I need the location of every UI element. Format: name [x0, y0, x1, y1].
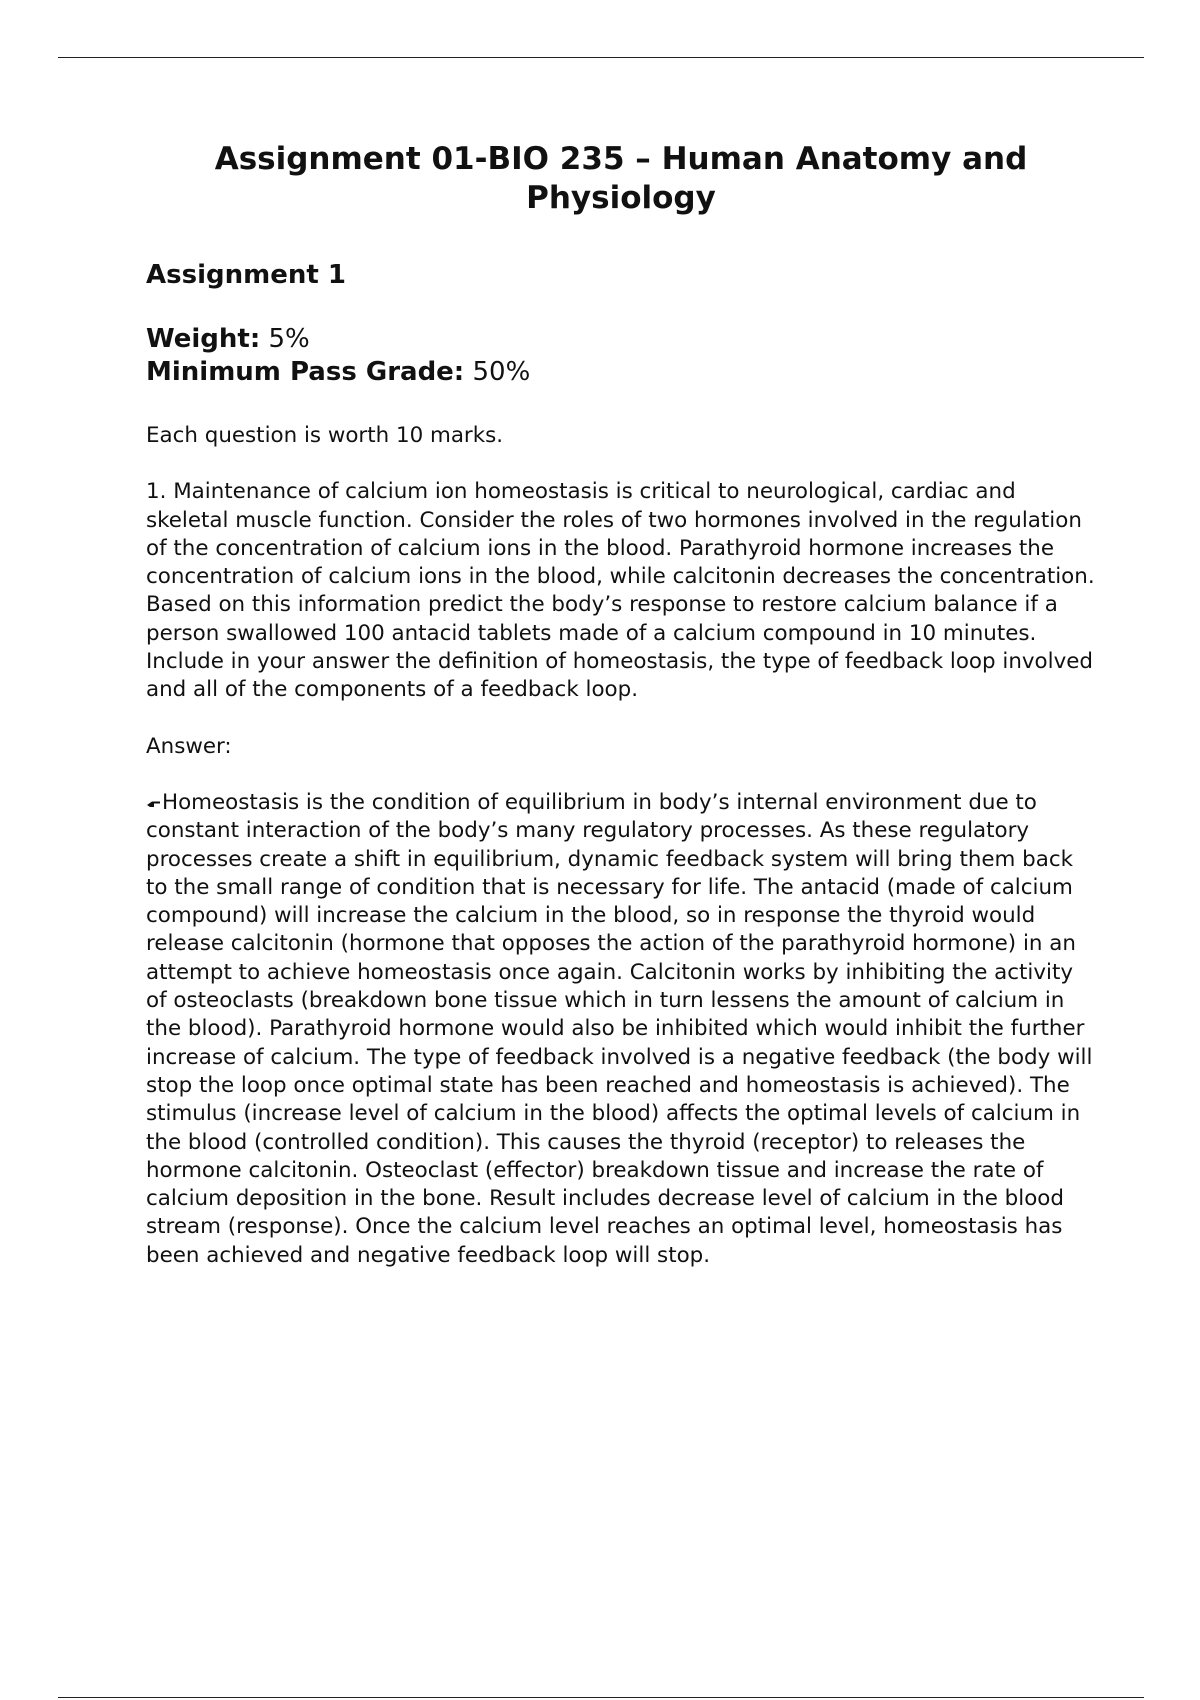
- weight-value: 5%: [268, 324, 310, 354]
- bottom-rule: [58, 1697, 1144, 1698]
- marks-note: Each question is worth 10 marks.: [146, 423, 504, 448]
- min-pass-value: 50%: [472, 357, 531, 387]
- answer-1-text: Homeostasis is the condition of equilibrium in body’s internal environment due to constant interaction of the body’s many regulatory processes. As these regulatory processes create a shift in equilibrium, dynamic feedback system will bring them back to the small range of condition that is necessary for life. The antacid (made of calcium compound) will increase the calcium in the blood, so in response the thyroid would release calcitonin (hormone that opposes the action of the parathyroid hormone) in an attempt to achieve homeostasis once again. Calcitonin works by inhibiting the activity of osteoclasts (breakdown bone tissue which in turn lessens the amount of calcium in the blood). Parathyroid hormone would also be inhibited which would inhibit the further increase of calcium. The type of feedback involved is a negative feedback (the body will stop the loop once optimal state has been reached and homeostasis is achieved). The stimulus (increase level of calcium in the blood) affects the optimal levels of calcium in the blood (controlled condition). This causes the thyroid (receptor) to releases the hormone calcitonin. Osteoclast (effector) breakdown tissue and increase the rate of calcium deposition in the bone. Result includes decrease level of calcium in the blood stream (response). Once the calcium level reaches an optimal level, homeostasis has been achieved and negative feedback loop will stop.: [146, 789, 1093, 1268]
- weight-label: Weight:: [146, 324, 261, 354]
- document-body: [146, 140, 1096, 1270]
- assignment-heading: Assignment 1: [146, 260, 346, 290]
- document-title: Assignment 01-BIO 235 – Human Anatomy and Physiology: [214, 141, 1028, 216]
- assignment-meta: [146, 323, 1096, 389]
- weight-line: [146, 323, 1096, 356]
- question-1: 1. Maintenance of calcium ion homeostasis is critical to neurological, cardiac and skeletal muscle function. Consider the roles of two hormones involved in the regulation of the concentration of calcium ions in the blood. Parathyroid hormone increases the concentration of calcium ions in the blood, while calcitonin decreases the concentration. Based on this information predict the body’s response to restore calcium balance if a person swallowed 100 antacid tablets made of a calcium compound in 10 minutes. Include in your answer the definition of homeostasis, the type of feedback loop involved and all of the components of a feedback loop.: [146, 479, 1095, 703]
- min-pass-line: [146, 356, 1096, 389]
- top-rule: [58, 57, 1144, 58]
- min-pass-label: Minimum Pass Grade:: [146, 357, 465, 387]
- answer-label: Answer:: [146, 733, 232, 759]
- pointing-hand-icon: [146, 799, 162, 809]
- answer-1: [146, 789, 1096, 1270]
